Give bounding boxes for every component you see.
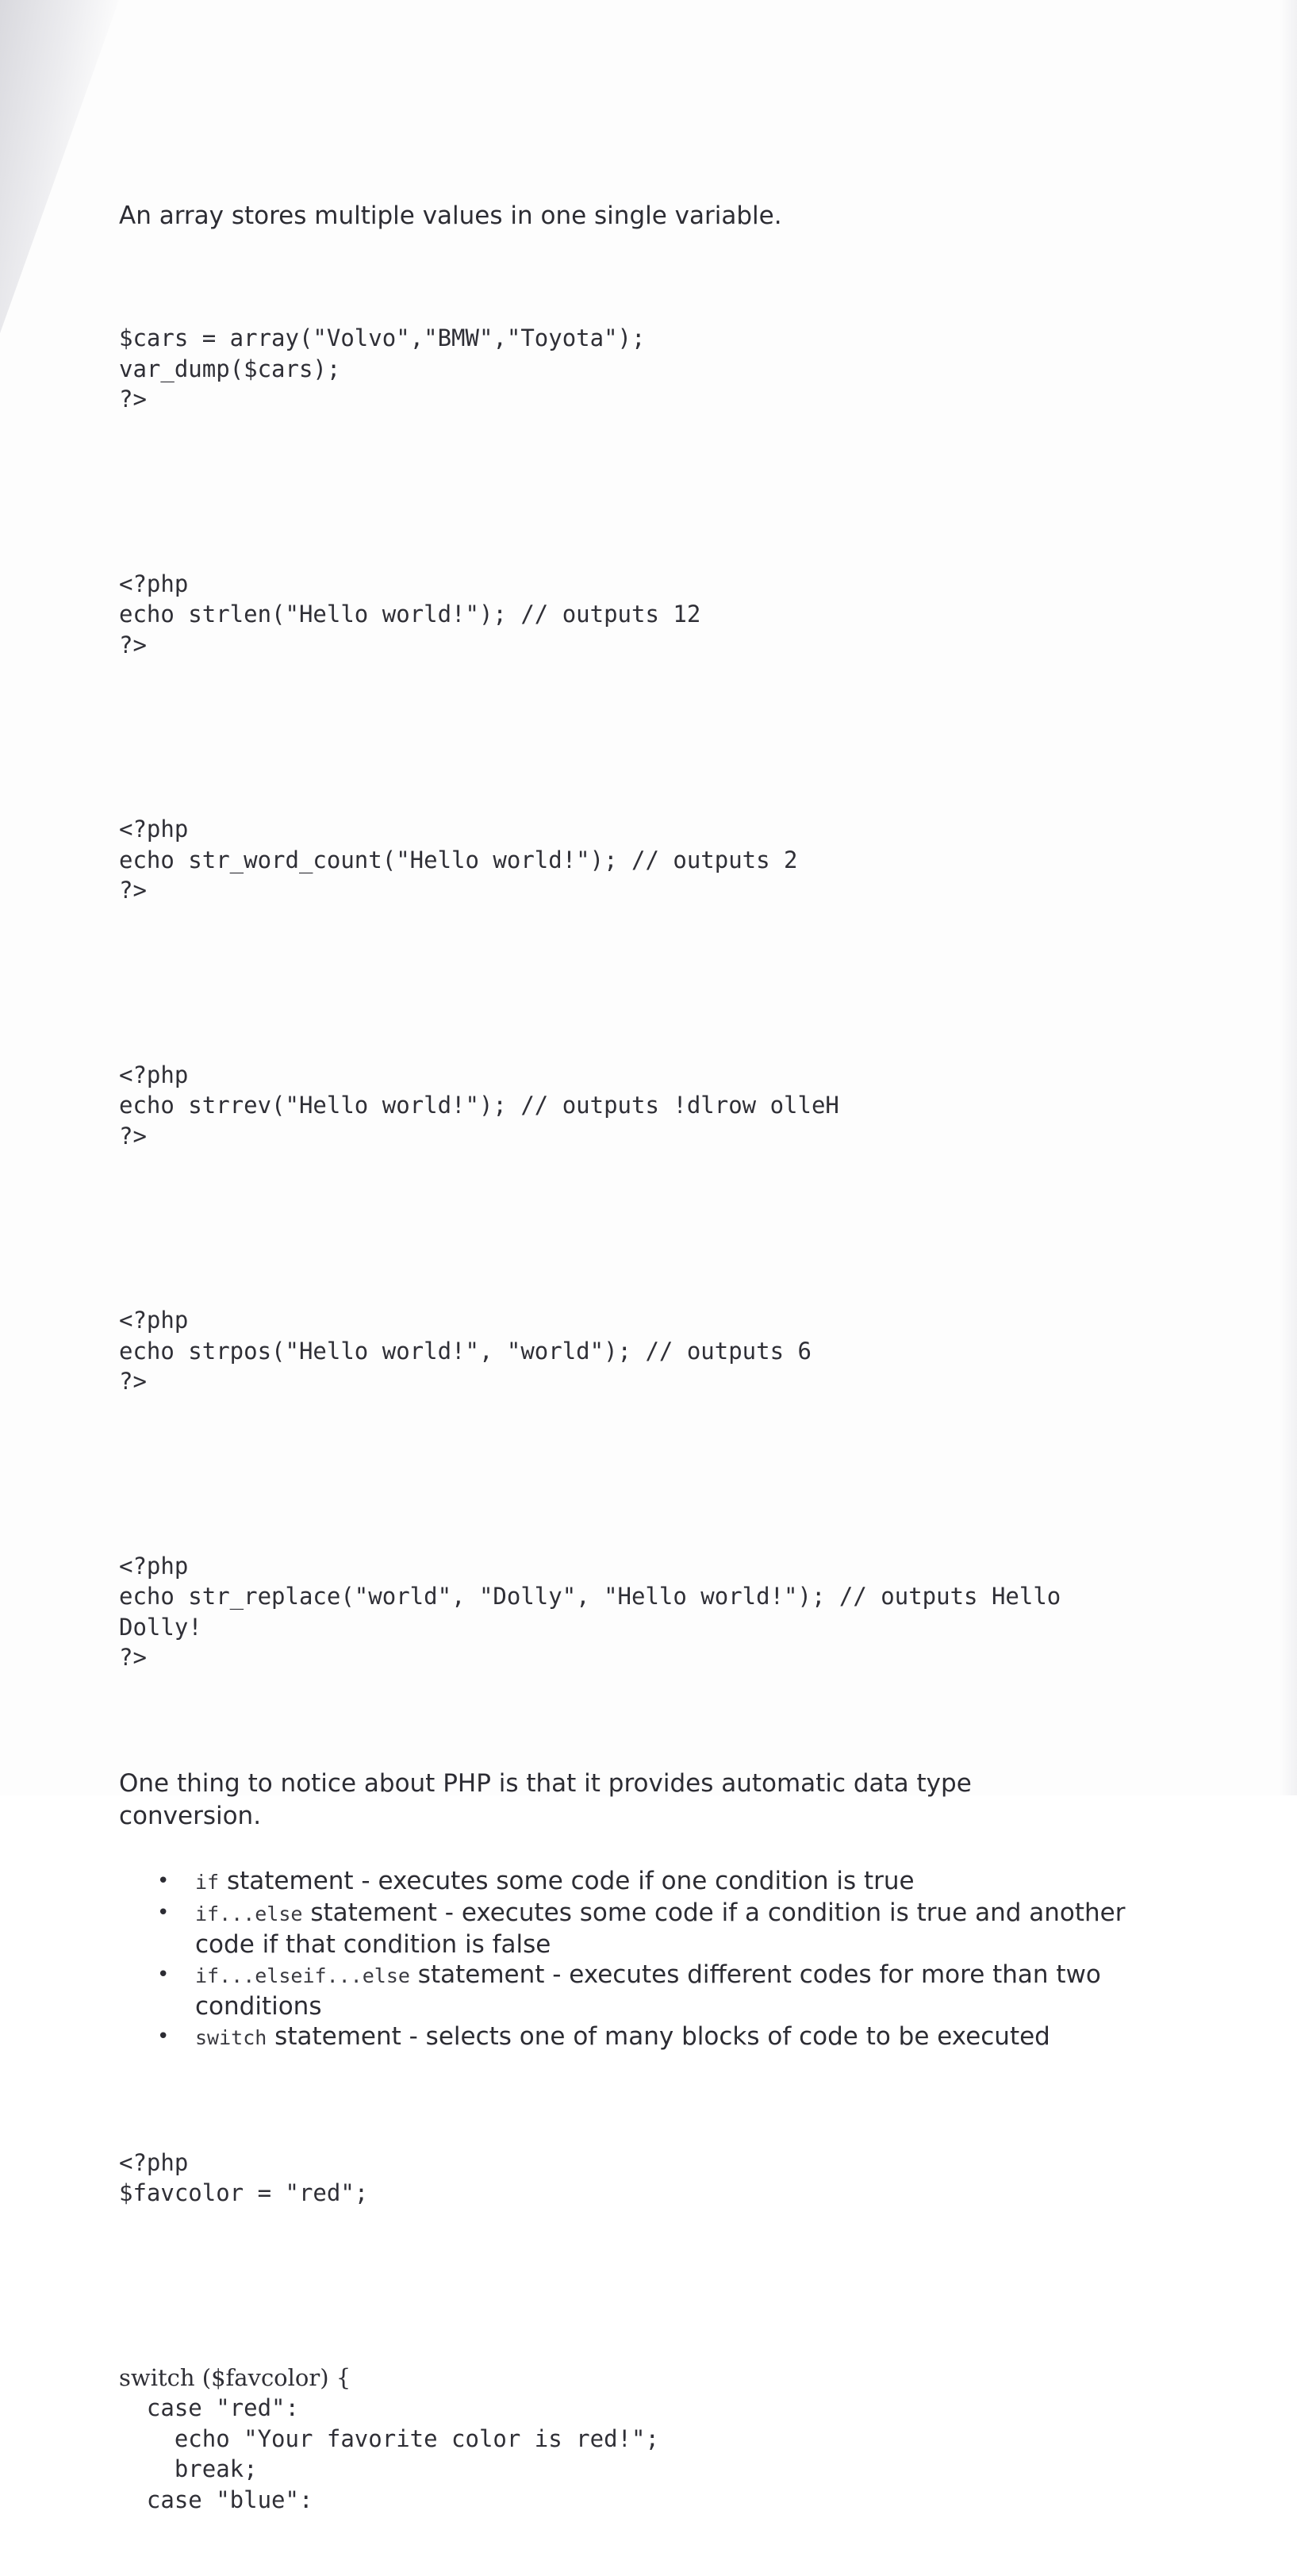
code-line: echo strpos("Hello world!", "world"); // outputs 6	[119, 1336, 1150, 1367]
code-block-strlen	[119, 508, 1150, 722]
code-line: $favcolor = "red";	[119, 2178, 1150, 2209]
code-line: case "red":	[119, 2393, 1150, 2424]
code-line: ?>	[119, 1121, 1150, 1152]
list-item	[157, 2021, 1157, 2053]
code-block-strrev	[119, 999, 1150, 1213]
bullet-icon: •	[157, 2021, 169, 2052]
list-item-text: statement - selects one of many blocks of code to be executed	[267, 2022, 1050, 2051]
code-line: <?php	[119, 1551, 1150, 1582]
list-item	[157, 1898, 1157, 1960]
code-line: <?php	[119, 1060, 1150, 1091]
code-line: break;	[119, 2454, 1150, 2485]
code-line: $cars = array("Volvo","BMW","Toyota");	[119, 323, 1150, 354]
code-line: <?php	[119, 1305, 1150, 1336]
code-line: ?>	[119, 1642, 1150, 1673]
list-item-text: statement - executes different codes for more than two conditions	[195, 1960, 1101, 2021]
scan-edge	[1280, 0, 1297, 1795]
code-block-strpos	[119, 1244, 1150, 1458]
scan-shadow	[0, 0, 119, 333]
code-line: Dolly!	[119, 1612, 1150, 1643]
code-line: echo "Your favorite color is red!";	[119, 2424, 1150, 2455]
list-item-code: if	[195, 1871, 219, 1894]
code-line: <?php	[119, 814, 1150, 845]
list-item	[157, 1866, 1157, 1898]
code-block-str-replace	[119, 1490, 1150, 1734]
code-line: ?>	[119, 1366, 1150, 1397]
page-content	[119, 200, 1150, 2576]
list-item	[157, 1960, 1157, 2021]
bullet-icon: •	[157, 1898, 169, 1928]
bullet-icon: •	[157, 1866, 169, 1896]
code-line: echo str_replace("world", "Dolly", "Hello world!"); // outputs Hello	[119, 1581, 1150, 1612]
list-item-code: if...else	[195, 1902, 302, 1925]
code-line: echo strrev("Hello world!"); // outputs !dlrow olleH	[119, 1090, 1150, 1121]
code-block-array	[119, 262, 1150, 476]
code-line: <?php	[119, 2148, 1150, 2179]
list-item-text: statement - executes some code if a condition is true and another code if that condition is false	[195, 1898, 1126, 1959]
code-block-str-word-count	[119, 753, 1150, 967]
conversion-paragraph: One thing to notice about PHP is that it provides automatic data type conversion.	[119, 1768, 1007, 1833]
code-block-favcolor	[119, 2087, 1150, 2270]
list-item-code: if...elseif...else	[195, 1964, 410, 1987]
code-line: echo str_word_count("Hello world!"); // outputs 2	[119, 845, 1150, 876]
intro-paragraph: An array stores multiple values in one single variable.	[119, 200, 1150, 232]
code-line: var_dump($cars);	[119, 354, 1150, 385]
code-line: switch ($favcolor) {	[119, 2363, 1150, 2394]
code-line: echo strlen("Hello world!"); // outputs 12	[119, 599, 1150, 630]
code-line: case "blue":	[119, 2485, 1150, 2516]
code-line: ?>	[119, 630, 1150, 661]
code-line: <?php	[119, 569, 1150, 600]
bullet-icon: •	[157, 1960, 169, 1990]
list-item-code: switch	[195, 2026, 267, 2049]
code-block-switch	[119, 2302, 1150, 2576]
code-line: ?>	[119, 875, 1150, 906]
list-item-text: statement - executes some code if one condition is true	[219, 1867, 914, 1895]
code-line: ?>	[119, 384, 1150, 415]
conditional-statements-list	[119, 1866, 1157, 2053]
